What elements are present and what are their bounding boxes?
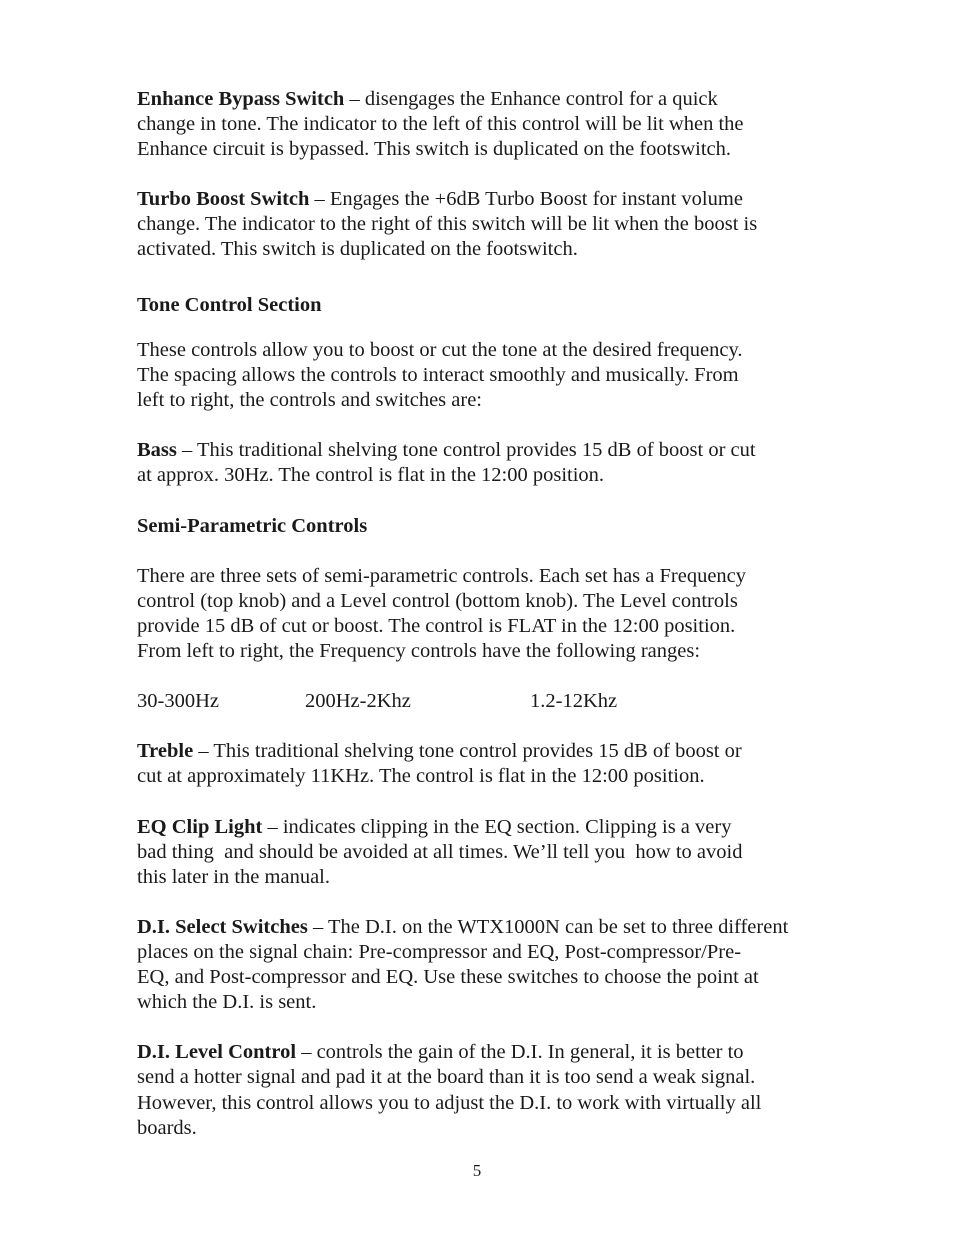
turbo-boost-line-1 — [137, 187, 743, 212]
enhance-bypass-label: Enhance Bypass Switch — [137, 88, 345, 110]
di-select-text-1: – The D.I. on the WTX1000N can be set to three different — [307, 916, 789, 938]
treble-text-1: – This traditional shelving tone control provides 15 dB of boost or — [193, 740, 742, 762]
treble-line-1 — [137, 739, 742, 764]
treble-label: Treble — [137, 740, 194, 762]
di-select-line-1 — [137, 915, 788, 940]
di-level-text-1: – controls the gain of the D.I. In general, it is better to — [296, 1041, 744, 1063]
di-select-text-2: places on the signal chain: Pre-compressor and EQ, Post-compressor/Pre- — [137, 941, 742, 963]
tone-control-text-3: left to right, the controls and switches are: — [137, 389, 482, 411]
semi-parametric-text-4: From left to right, the Frequency controls have the following ranges: — [137, 640, 701, 662]
enhance-bypass-line-1 — [137, 87, 718, 112]
eq-clip-text-1: – indicates clipping in the EQ section. Clipping is a very — [262, 816, 732, 838]
bass-label: Bass — [137, 439, 177, 461]
treble-text-2: cut at approximately 11KHz. The control is flat in the 12:00 position. — [137, 765, 705, 787]
frequency-range-low: 30-300Hz — [137, 690, 219, 712]
turbo-boost-text-3: activated. This switch is duplicated on the footswitch. — [137, 238, 578, 260]
semi-parametric-text-2: control (top knob) and a Level control (bottom knob). The Level controls — [137, 590, 738, 612]
semi-parametric-heading: Semi-Parametric Controls — [137, 515, 368, 537]
enhance-bypass-text-2: change in tone. The indicator to the left of this control will be lit when the — [137, 113, 744, 135]
di-select-text-4: which the D.I. is sent. — [137, 991, 317, 1013]
tone-control-text-2: The spacing allows the controls to interact smoothly and musically. From — [137, 364, 739, 386]
di-level-text-3: However, this control allows you to adjust the D.I. to work with virtually all — [137, 1092, 762, 1114]
frequency-range-high: 1.2-12Khz — [530, 690, 618, 712]
bass-text-1: – This traditional shelving tone control provides 15 dB of boost or cut — [176, 439, 756, 461]
semi-parametric-text-1: There are three sets of semi-parametric controls. Each set has a Frequency — [137, 565, 747, 587]
eq-clip-label: EQ Clip Light — [137, 816, 263, 838]
turbo-boost-text-1: – Engages the +6dB Turbo Boost for instant volume — [309, 188, 743, 210]
di-level-label: D.I. Level Control — [137, 1041, 297, 1063]
eq-clip-line-1 — [137, 815, 731, 840]
di-select-text-3: EQ, and Post-compressor and EQ. Use these switches to choose the point at — [137, 966, 759, 988]
enhance-bypass-text-1: – disengages the Enhance control for a quick — [344, 88, 718, 110]
di-level-line-1 — [137, 1040, 744, 1065]
eq-clip-text-3: this later in the manual. — [137, 866, 330, 888]
enhance-bypass-text-3: Enhance circuit is bypassed. This switch is duplicated on the footswitch. — [137, 138, 731, 160]
tone-control-text-1: These controls allow you to boost or cut the tone at the desired frequency. — [137, 339, 743, 361]
frequency-range-mid: 200Hz-2Khz — [305, 690, 411, 712]
di-level-text-2: send a hotter signal and pad it at the board than it is too send a weak signal. — [137, 1066, 756, 1088]
page-number: 5 — [472, 1161, 482, 1180]
tone-control-heading: Tone Control Section — [137, 294, 322, 316]
eq-clip-text-2: bad thing and should be avoided at all times. We’ll tell you how to avoid — [137, 841, 743, 863]
bass-line-1 — [137, 438, 756, 463]
turbo-boost-label: Turbo Boost Switch — [137, 188, 310, 210]
turbo-boost-text-2: change. The indicator to the right of this switch will be lit when the boost is — [137, 213, 758, 235]
di-level-text-4: boards. — [137, 1117, 197, 1139]
di-select-label: D.I. Select Switches — [137, 916, 308, 938]
semi-parametric-text-3: provide 15 dB of cut or boost. The control is FLAT in the 12:00 position. — [137, 615, 736, 637]
bass-text-2: at approx. 30Hz. The control is flat in the 12:00 position. — [137, 464, 605, 486]
